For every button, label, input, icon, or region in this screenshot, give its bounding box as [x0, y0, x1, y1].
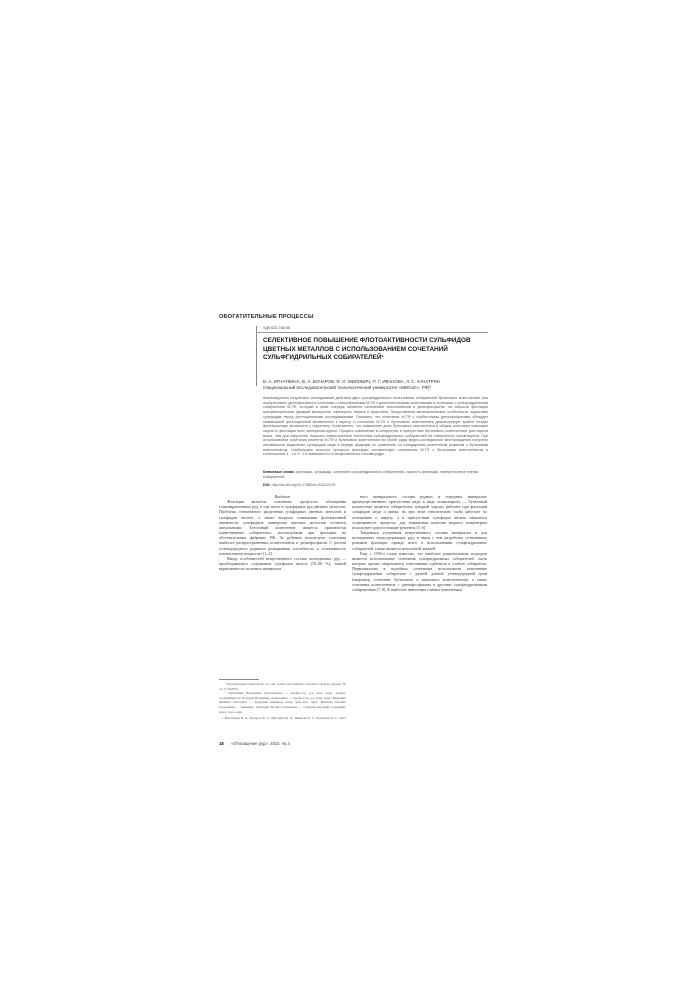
paragraph: Тенденции улучшения вещественного состава материалов и для колчеданных медьсодержащих руд, в связи с чем разработка селективных режимов флотации прежде всего в использовании сульфгидрильных собирателей, также является актуальной задачей. — [352, 530, 487, 551]
article-title: СЕЛЕКТИВНОЕ ПОВЫШЕНИЕ ФЛОТОАКТИВНОСТИ СУЛЬФИДОВ ЦВЕТНЫХ МЕТАЛЛОВ С ИСПОЛЬЗОВАНИЕМ СОЧЕТАНИЙ СУЛЬФГИДРИЛЬНЫХ СОБИРАТЕЛЕЙ¹ — [263, 337, 471, 361]
section-title: ОБОГАТИТЕЛЬНЫЕ ПРОЦЕССЫ — [219, 314, 314, 320]
footnotes — [219, 679, 346, 721]
footnote: ¹ Исследование выполнено за счет гранта Российского научного фонда (проект № 14-17-00393). — [219, 682, 346, 691]
intro-heading: Введение — [274, 494, 291, 499]
footnote: ² Игнаткина Валентина Анатольевна — профессор, д-р техн. наук, доцент, woda@misis.ru; Бочаров Владимир Алексеевич — профессор, д-р техн. наук; Милович Филипп Олегович — ведущий инженер, канд. физ.-мат. наук; Иванова Полина Георгиевна — инженер; Хачатрян Лилия Степановна — старший научный сотрудник, канд. техн. наук. — [219, 691, 346, 714]
affiliation: (Национальный исследовательский технологический университет «МИСиС», РФ)² — [263, 385, 431, 390]
udc-code: УДК 622.765.06 — [263, 326, 291, 330]
keywords-text: флотация, сульфиды, сочетание сульфгидрильных собирателей, скорость флотации, поверхностные пленки собирателей. — [263, 470, 479, 479]
udc-divider — [256, 332, 488, 333]
page-number: 18 — [219, 741, 224, 746]
paragraph: Еще с 1950-х годов известно, что наиболее рациональным подходом является использование сочетания сульфгидрильных собирателей, часть которых прочно закрепляется сочетаниями сорбентов и слабого собирателя. Первоначально в подобных сочетаниях использовали ионогенные сульфгидрильные собиратели с разной длиной углеводородной цепи (например, сочетание бутилового и амилового ксантогенатов), а также сочетания ксантогенатов с дитиофосфатами и другими сульфгидрильными собирателями [7, 8]. К наиболее известным слабым ионогенным — [352, 550, 487, 592]
page-footer — [219, 741, 290, 746]
keywords — [263, 470, 488, 479]
paragraph: ного минерального состава рудных и породных минералов, преимущественного присутствия меди в виде халькопирита — бутиловый ксантогенат является собирателем, который хорошо работает при флотации сульфидов меди и цинка, но при этом относительно слабо работает по отношению к пириту, а в присутствии сульфидов железа снижается селективность процесса; для повышения качества медного концентрата используют дорогостоящие реагенты [5, 6]. — [352, 494, 487, 530]
paragraph: Ввиду особенностей вещественного состава колчеданных руд — преобладающего содержания сульфидов железа (70–90 %), тонкой вкрапленности полезных минералов — [219, 555, 346, 572]
doi-link[interactable]: http://dx.doi.org/10.17580/or.2015.03.05 — [271, 483, 336, 487]
paragraph: Флотация является основным процессом обогащения тонковкрапленных руд, в том числе и сульфидных руд цветных металлов. Проблема селективного разделения сульфидных цветных металлов и сульфидов железа, а также вопросы повышения флотационной активности сульфидных минералов цветных металлов остаются актуальными. Бутиловый ксантогенат является практически единственным собирателем, используемым при флотации на обогатительных фабриках РФ. За рубежом используют сочетания наиболее распространенных ксантогенатов и дитиофосфатов. С ростом углеводородного радикала реакционная способность и селективность ксантогенатов возрастает [1–4]. — [219, 499, 346, 556]
body-column-right — [352, 494, 487, 592]
body-column-left — [219, 494, 346, 571]
doi-label: DOI: — [263, 483, 271, 487]
authors: В. А. ИГНАТКИНА, В. А. БОЧАРОВ, Ф. О. МИЛОВИЧ, П. Г. ИВАНОВА, Л. С. ХАЧАТРЯН — [263, 379, 440, 384]
abstract: Анализируются результаты исследований действия двух сульфгидрильных селективных собирателей бутилового ксантогената или изобутилового дитиофосфата в сочетании с ионообразными М-ТФ с дополнительными сочетаниями в сочетании с сульфгидрильным собирателем М-ТФ, который в свою очередь является сочетанием тиосолюбилов и дитиофосфатов, на скорость флотации мономинеральных фракций минералов: сфалерита, пирита и пирротина. Представлены механистические особенности подготовки сульфидов перед флотационными исследованиями. Показано, что сочетание М-ТФ с сорбентными дитиофосфатами обладает наименьшей флотационной активностью к пириту, а сочетание М-ТФ и бутилового ксантогената демонстрирует крайне низкую флотационную активность к пирротину. Установлено, что повышение доли бутилового ксантогената в общем сочетании повышает скорость флотации всех минералов-крупок. Процесс извлечения в концентрат и присутствие бутилового ксантогената для пирита выше, чем для пирротина. Вскрыты поверхностные технологии сульфгидрильных собирателей на поверхности халькопирита. При использовании сочетания реагента М-ТФ и бутилового ксантогената во пробе руды медно-колчеданного месторождения получено оптимальное выделение сульфидов меди в первую фракцию по сравнению со стандартным реагентным режимом с бутиловым ксантогенатом. Наибольшая скорость процесса флотации соответствует сочетаниям М-ТФ с бутиловым ксантогенатом в соотношении 4 : 1 и 3 : 1 в зависимости от вещественного состава руды. — [263, 396, 488, 457]
copyright: © Игнаткина В. А., Бочаров В. А., Милович Ф. О., Иванова П. Г., Хачатрян Л. С., 2015 — [221, 716, 346, 721]
keywords-label: Ключевые слова: — [263, 470, 295, 474]
footnote-divider — [219, 679, 259, 680]
journal-name: «Обогащение руд». 2015. № 3 — [230, 741, 290, 746]
doi — [263, 483, 488, 487]
